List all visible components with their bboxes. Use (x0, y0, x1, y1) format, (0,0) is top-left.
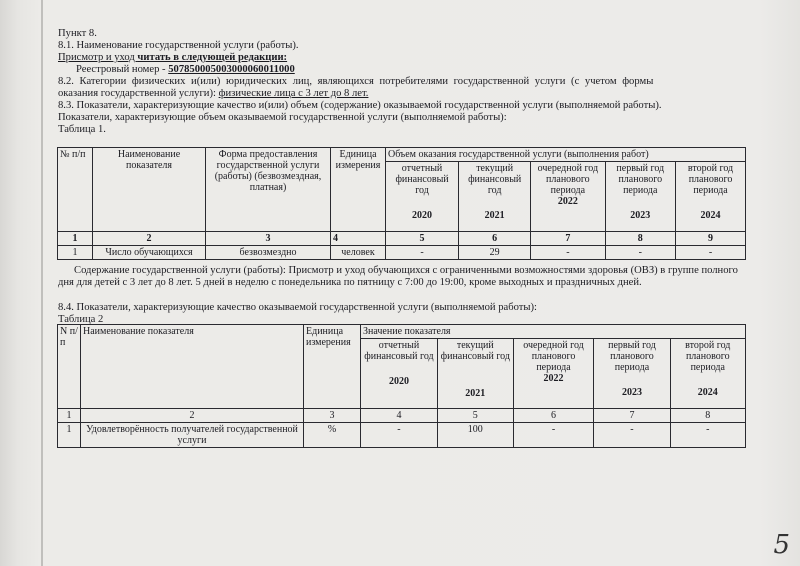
t2-index-cell: 2 (81, 409, 304, 423)
t1-cell: - (531, 246, 605, 260)
quality-section (58, 302, 758, 326)
binding-fold (41, 0, 43, 566)
t2-index-cell: 3 (304, 409, 361, 423)
t2-year-col: текущий финансовый год 2021 (437, 339, 513, 409)
t1-header-form: Форма предоставления государственной услуги (работы) (безвозмездная, платная) (206, 148, 331, 232)
t1-index-cell: 8 (605, 232, 676, 246)
volume-intro: Показатели, характеризующие объем оказываемой государственной услуги (выполняемой работы): (58, 112, 507, 123)
t2-header-group: Значение показателя (361, 325, 746, 339)
t2-year-col: отчетный финансовый год 2020 (361, 339, 438, 409)
t2-index-cell: 7 (594, 409, 670, 423)
paragraph-8-4: 8.4. Показатели, характеризующие качество оказываемой государственной услуги (выполняемой работы): (58, 302, 538, 313)
service-content-text: Содержание государственной услуги (работы): Присмотр и уход обучающихся с ограниченными возможностями здоровья (ОВЗ) в группе полного дня для детей с 3 лет до 8 лет. 5 дней в неделю с понедельника по пятницу с 7:00 до 19:00, кроме выходных и праздничных дней. (58, 265, 738, 288)
t1-header-group: Объем оказания государственной услуги (выполнения работ) (386, 148, 746, 162)
t1-index-cell: 2 (93, 232, 206, 246)
t1-index-cell: 3 (206, 232, 331, 246)
t1-year-col: отчетный финансовый год 2020 (386, 162, 459, 232)
t2-cell: - (513, 423, 594, 448)
t2-cell: - (594, 423, 670, 448)
t2-cell: - (361, 423, 438, 448)
t2-index-cell: 1 (58, 409, 81, 423)
t1-index-cell: 4 (331, 232, 386, 246)
t1-year-col: текущий финансовый год 2021 (459, 162, 531, 232)
t1-cell: безвозмездно (206, 246, 331, 260)
t2-header-num: N п/п (58, 325, 81, 409)
t1-index-cell: 7 (531, 232, 605, 246)
t1-index-cell: 9 (676, 232, 746, 246)
paragraph-8-2-cont: оказания государственной услуги): физические лица с 3 лет до 8 лет. (58, 88, 369, 99)
t1-year-col: очередной год планового периода 2022 (531, 162, 605, 232)
t2-header-unit: Единица измерения (304, 325, 361, 409)
document-body (58, 28, 758, 136)
t2-year-col: второй год планового периода 2024 (670, 339, 745, 409)
t2-index-cell: 5 (437, 409, 513, 423)
t1-index-cell: 5 (386, 232, 459, 246)
t1-year-col: первый год планового периода 2023 (605, 162, 676, 232)
t2-index-cell: 6 (513, 409, 594, 423)
t2-cell: 1 (58, 423, 81, 448)
t1-cell: 1 (58, 246, 93, 260)
t2-header-name: Наименование показателя (81, 325, 304, 409)
edit-note: Присмотр и уход читать в следующей редакции: (58, 52, 288, 63)
paragraph-8-3: 8.3. Показатели, характеризующие качество и(или) объем (содержание) оказываемой государственной услуги (выполняемой работы). (58, 100, 662, 111)
t2-cell: % (304, 423, 361, 448)
t1-cell: - (605, 246, 676, 260)
t2-cell: - (670, 423, 745, 448)
t1-cell: человек (331, 246, 386, 260)
t1-data-row (58, 246, 746, 260)
table1-title: Таблица 1. (58, 124, 106, 135)
table-2 (57, 324, 746, 448)
registry-number: Реестровый номер - 507850005003000060011000 (76, 64, 295, 75)
t1-cell: - (676, 246, 746, 260)
t1-header-unit: Единица измерения (331, 148, 386, 232)
page-number: 5 (773, 530, 790, 560)
t1-year-col: второй год планового периода 2024 (676, 162, 746, 232)
paragraph-8-2: 8.2. Категории физических и(или) юридических лиц, являющихся потребителями государственной услуги (с учетом формы (58, 76, 654, 87)
t1-index-cell: 1 (58, 232, 93, 246)
table2-title: Таблица 2 (58, 314, 104, 325)
paragraph-8-1: 8.1. Наименование государственной услуги (работы). (58, 40, 299, 51)
t2-index-row (58, 409, 746, 423)
t1-header-name: Наименование показателя (93, 148, 206, 232)
table-1 (57, 147, 746, 260)
t1-header-num: № п/п (58, 148, 93, 232)
t2-cell: 100 (437, 423, 513, 448)
t1-cell: Число обучающихся (93, 246, 206, 260)
t1-index-cell: 6 (459, 232, 531, 246)
t2-index-cell: 8 (670, 409, 745, 423)
t1-cell: 29 (459, 246, 531, 260)
t2-data-row (58, 423, 746, 448)
t2-index-cell: 4 (361, 409, 438, 423)
t2-year-col: очередной год планового периода 2022 (513, 339, 594, 409)
section-heading: Пункт 8. (58, 28, 97, 39)
t1-cell: - (386, 246, 459, 260)
t2-year-col: первый год планового периода 2023 (594, 339, 670, 409)
t1-index-row (58, 232, 746, 246)
t2-cell: Удовлетворённость получателей государственной услуги (81, 423, 304, 448)
